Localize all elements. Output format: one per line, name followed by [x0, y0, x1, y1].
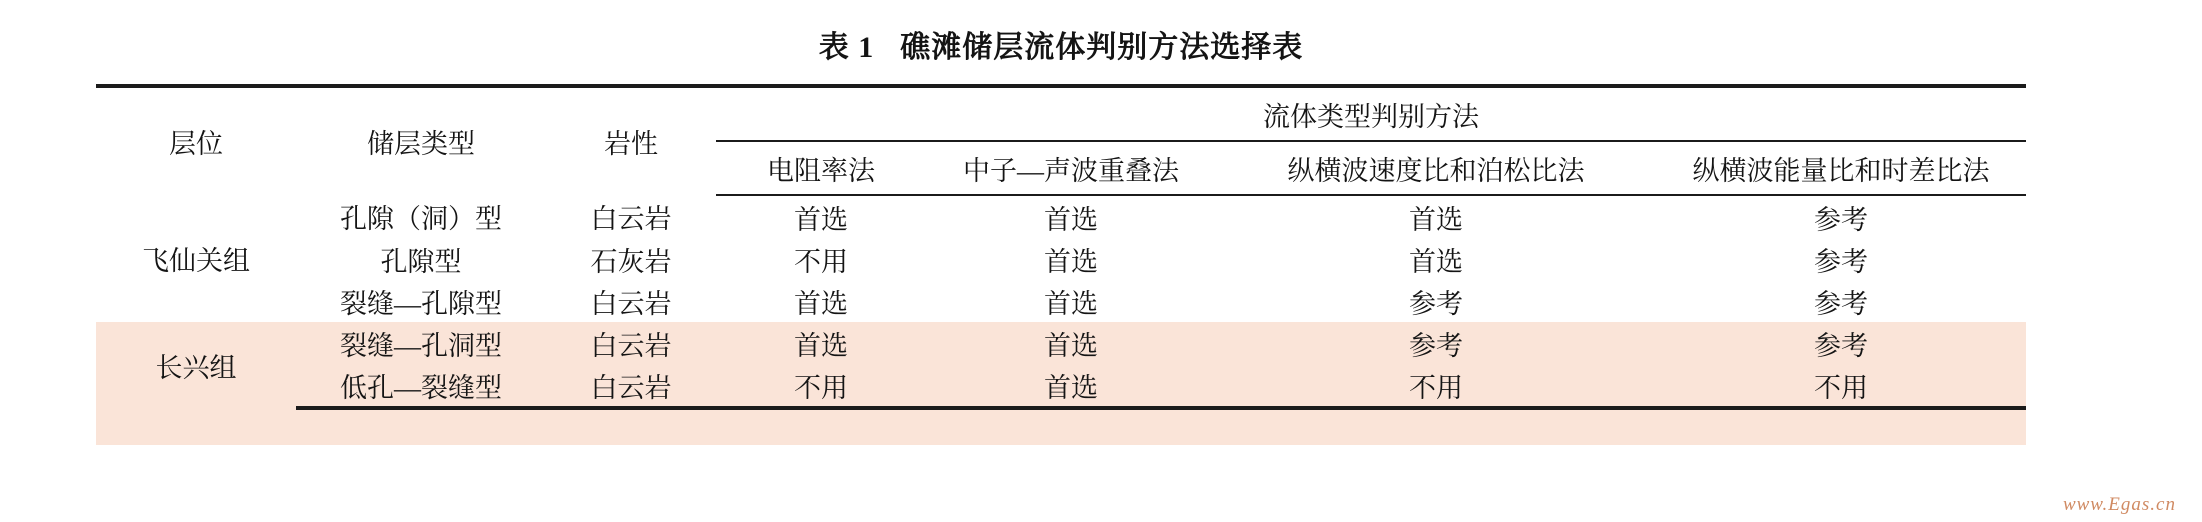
cell-method-neutron-sonic: 首选	[1044, 246, 1098, 277]
cell-method-resistivity: 不用	[716, 364, 926, 408]
cell-method-energy-ratio: 参考	[1814, 204, 1868, 235]
cell-method-energy-ratio: 参考	[1814, 288, 1868, 319]
cell-reservoir-type: 裂缝—孔隙型	[340, 288, 502, 319]
fluid-method-selection-table	[96, 84, 2026, 410]
header-method-vpvs-poisson: 纵横波速度比和泊松比法	[1216, 141, 1656, 195]
header-fluid-method-group: 流体类型判别方法	[716, 86, 2026, 141]
cell-method-resistivity: 首选	[794, 204, 848, 235]
cell-method-energy-ratio: 参考	[1814, 246, 1868, 277]
table-row	[96, 280, 2026, 322]
header-lithology: 岩性	[546, 86, 716, 195]
table-row	[96, 322, 2026, 364]
table-row	[96, 195, 2026, 238]
cell-method-neutron-sonic: 首选	[926, 322, 1216, 364]
cell-method-neutron-sonic: 首选	[926, 364, 1216, 408]
header-method-neutron-sonic-overlay: 中子—声波重叠法	[926, 141, 1216, 195]
cell-lithology: 白云岩	[590, 288, 672, 319]
cell-method-vpvs: 首选	[1409, 246, 1463, 277]
cell-method-vpvs: 参考	[1409, 288, 1463, 319]
cell-method-neutron-sonic: 首选	[1044, 288, 1098, 319]
table-row	[96, 364, 2026, 408]
cell-method-vpvs: 参考	[1216, 322, 1656, 364]
table-caption-text: 礁滩储层流体判别方法选择表	[900, 31, 1304, 64]
cell-method-neutron-sonic: 首选	[1044, 204, 1098, 235]
table-row	[96, 238, 2026, 280]
cell-layer-changxing: 长兴组	[96, 322, 296, 408]
cell-method-resistivity: 首选	[716, 322, 926, 364]
cell-lithology: 石灰岩	[590, 246, 672, 277]
cell-reservoir-type: 孔隙（洞）型	[340, 204, 502, 234]
header-method-energy-traveltime-ratio: 纵横波能量比和时差比法	[1656, 141, 2026, 195]
table-header-row-1	[96, 86, 2026, 141]
header-reservoir-type: 储层类型	[296, 86, 546, 195]
header-method-resistivity: 电阻率法	[716, 141, 926, 195]
cell-method-resistivity: 首选	[794, 288, 848, 319]
header-layer: 层位	[96, 86, 296, 195]
cell-reservoir-type: 孔隙型	[380, 246, 462, 277]
cell-method-vpvs: 不用	[1216, 364, 1656, 408]
cell-method-energy-ratio: 参考	[1656, 322, 2026, 364]
table-caption	[96, 22, 2026, 84]
cell-reservoir-type: 低孔—裂缝型	[296, 364, 546, 408]
cell-layer-feixianguan: 飞仙关组	[142, 246, 250, 276]
table-container	[96, 22, 2026, 410]
cell-method-energy-ratio: 不用	[1656, 364, 2026, 408]
cell-lithology: 白云岩	[546, 364, 716, 408]
watermark: www.Egas.cn	[2062, 494, 2176, 515]
cell-method-resistivity: 不用	[794, 246, 848, 277]
cell-lithology: 白云岩	[590, 204, 672, 234]
table-caption-number: 表 1	[818, 31, 875, 64]
cell-reservoir-type: 裂缝—孔洞型	[296, 322, 546, 364]
cell-lithology: 白云岩	[546, 322, 716, 364]
cell-method-vpvs: 首选	[1409, 204, 1463, 235]
